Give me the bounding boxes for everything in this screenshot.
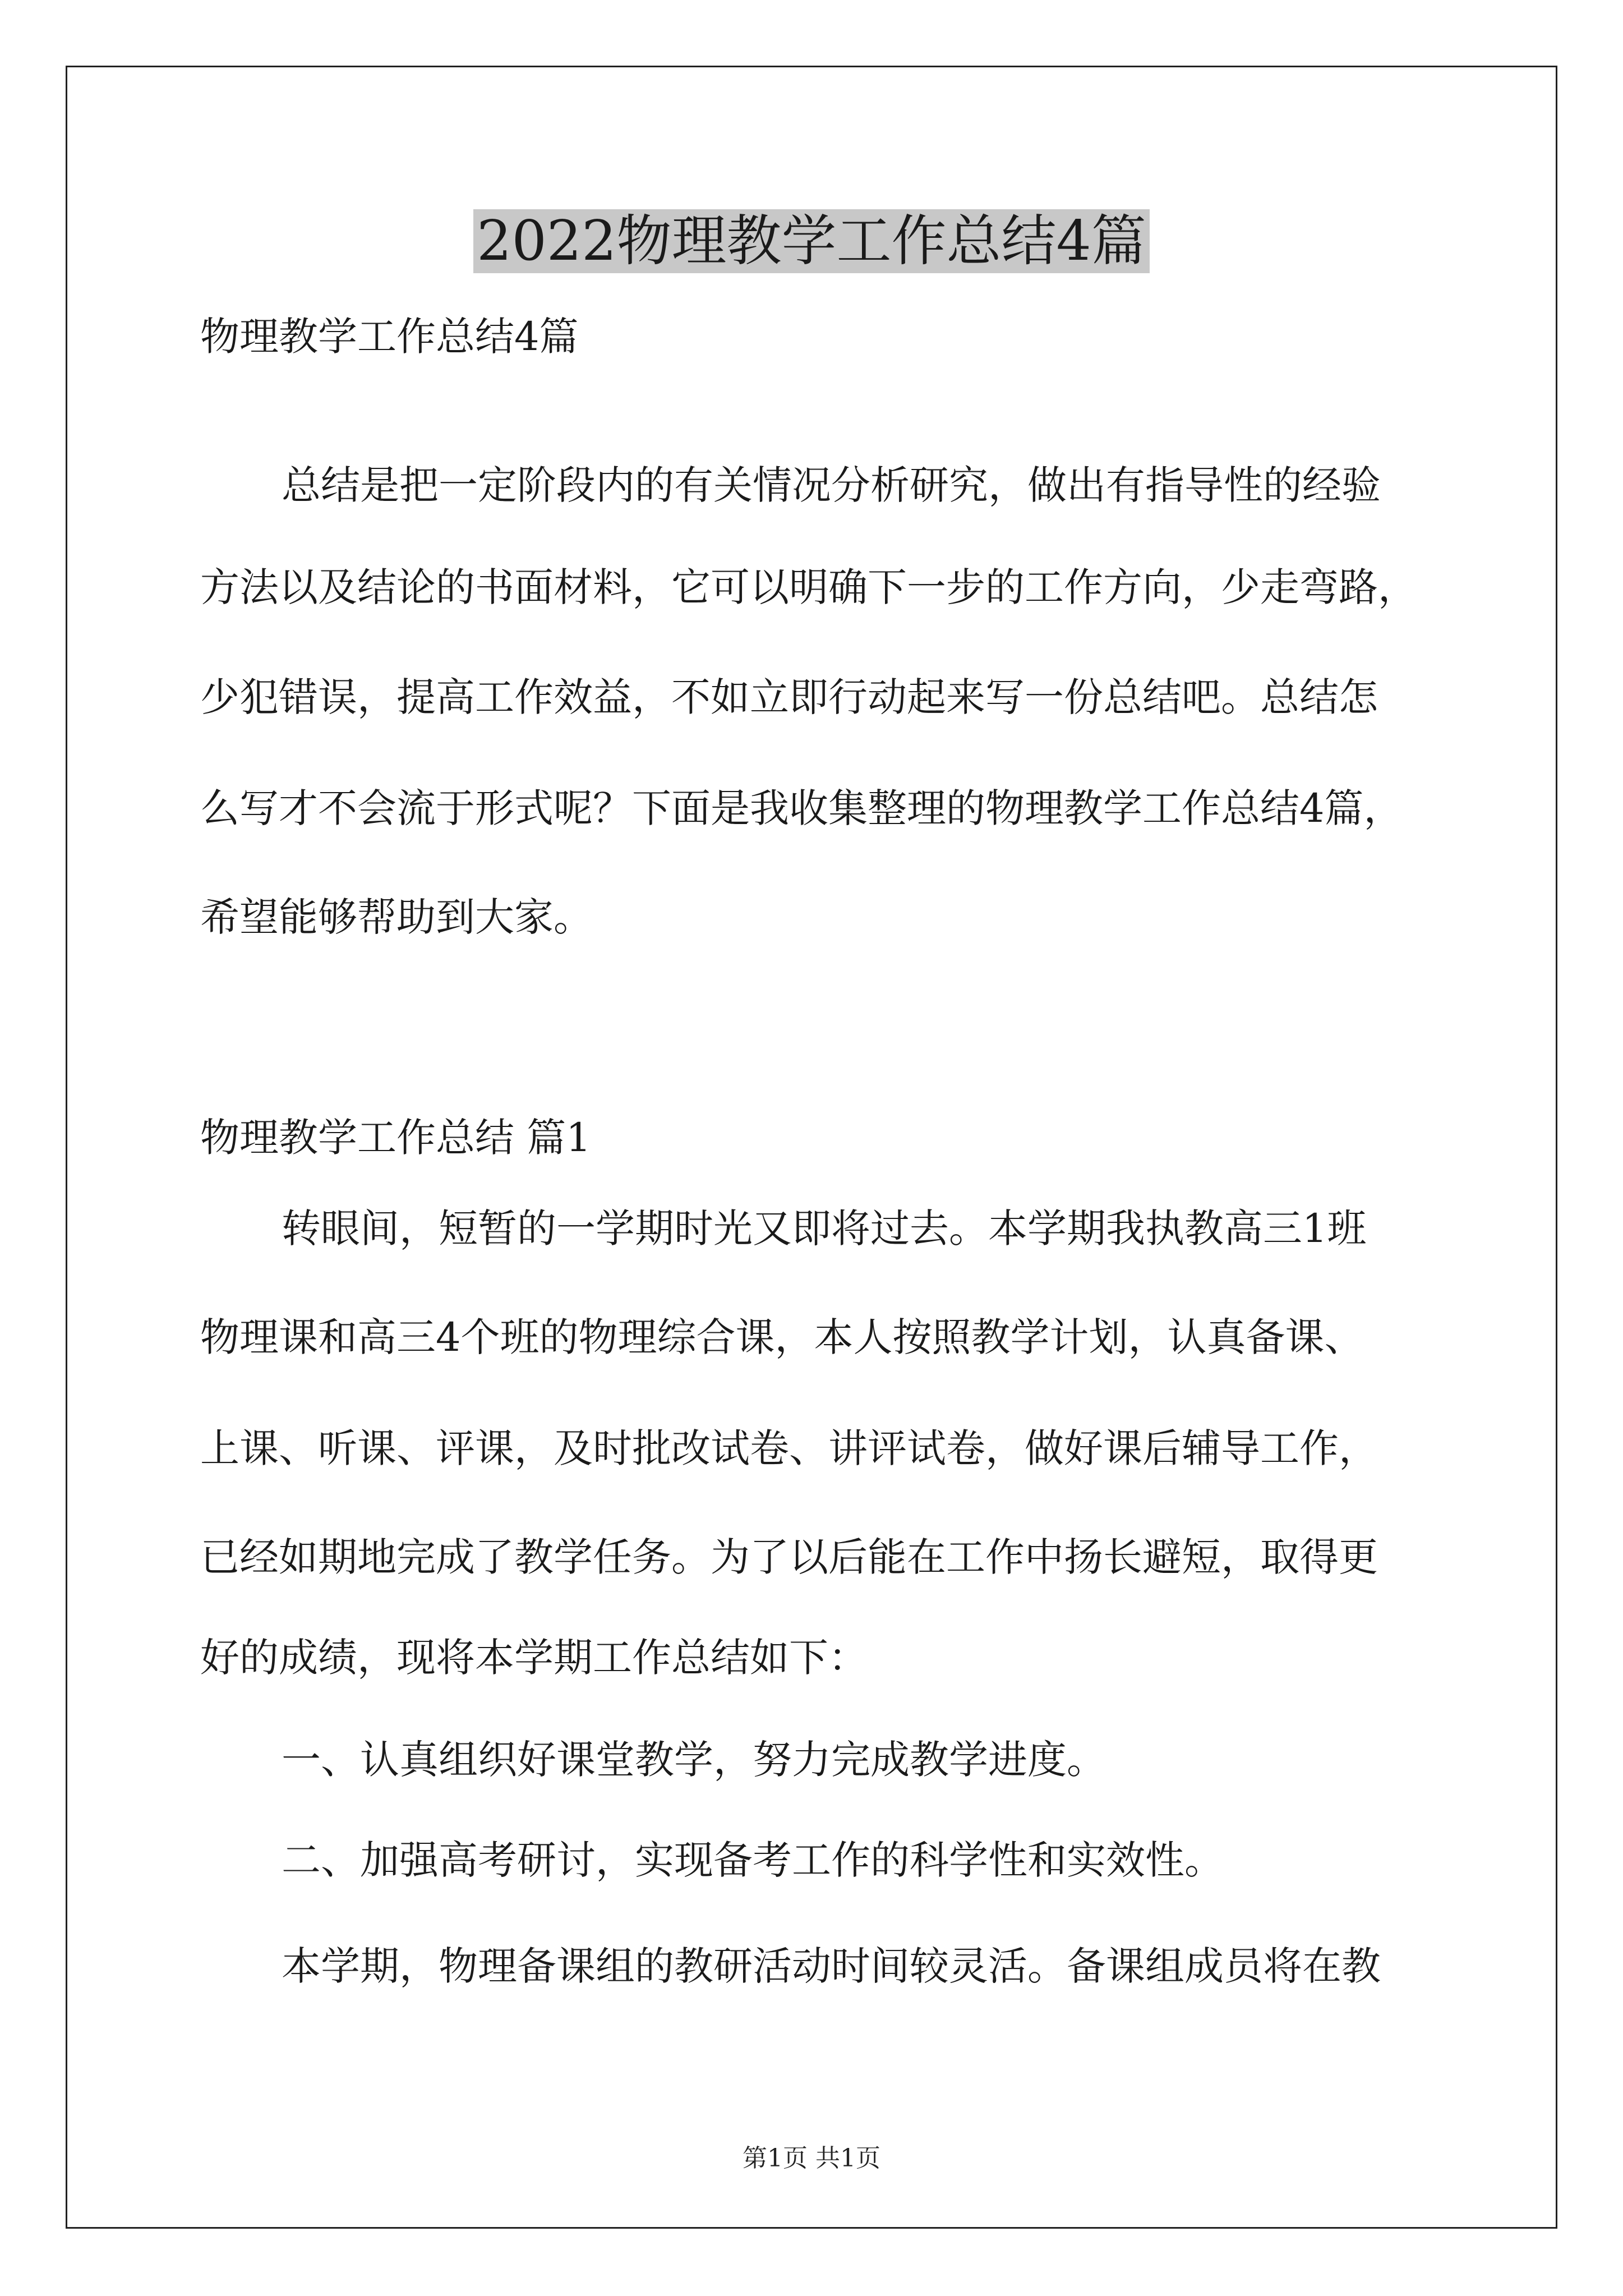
section-1-line-1: 转眼间，短暂的一学期时光又即将过去。本学期我执教高三1班 — [282, 1205, 1367, 1251]
intro-line-3: 少犯错误，提高工作效益，不如立即行动起来写一份总结吧。总结怎 — [200, 674, 1378, 720]
page-footer: 第1页 共1页 — [743, 2144, 880, 2173]
intro-line-2: 方法以及结论的书面材料，它可以明确下一步的工作方向，少走弯路， — [200, 564, 1417, 610]
intro-line-5: 希望能够帮助到大家。 — [200, 894, 593, 940]
section-1-line-5: 好的成绩，现将本学期工作总结如下： — [200, 1635, 868, 1681]
section-1-heading: 物理教学工作总结 篇1 — [200, 1115, 591, 1161]
section-1-line-3: 上课、听课、评课，及时批改试卷、讲评试卷，做好课后辅导工作， — [200, 1425, 1378, 1471]
document-subtitle: 物理教学工作总结4篇 — [200, 314, 579, 360]
intro-line-4: 么写才不会流于形式呢？下面是我收集整理的物理教学工作总结4篇， — [200, 785, 1403, 831]
section-1-line-4: 已经如期地完成了教学任务。为了以后能在工作中扬长避短，取得更 — [200, 1534, 1378, 1580]
intro-line-1: 总结是把一定阶段内的有关情况分析研究，做出有指导性的经验 — [282, 462, 1381, 508]
point-2: 二、加强高考研讨，实现备考工作的科学性和实效性。 — [282, 1837, 1224, 1883]
point-1: 一、认真组织好课堂教学，努力完成教学进度。 — [282, 1737, 1106, 1783]
paragraph-last-line: 本学期，物理备课组的教研活动时间较灵活。备课组成员将在教 — [282, 1943, 1381, 1989]
document-title — [0, 205, 1623, 278]
title-highlight: 2022物理教学工作总结4篇 — [473, 209, 1150, 273]
section-1-line-2: 物理课和高三4个班的物理综合课，本人按照教学计划，认真备课、 — [200, 1314, 1364, 1360]
